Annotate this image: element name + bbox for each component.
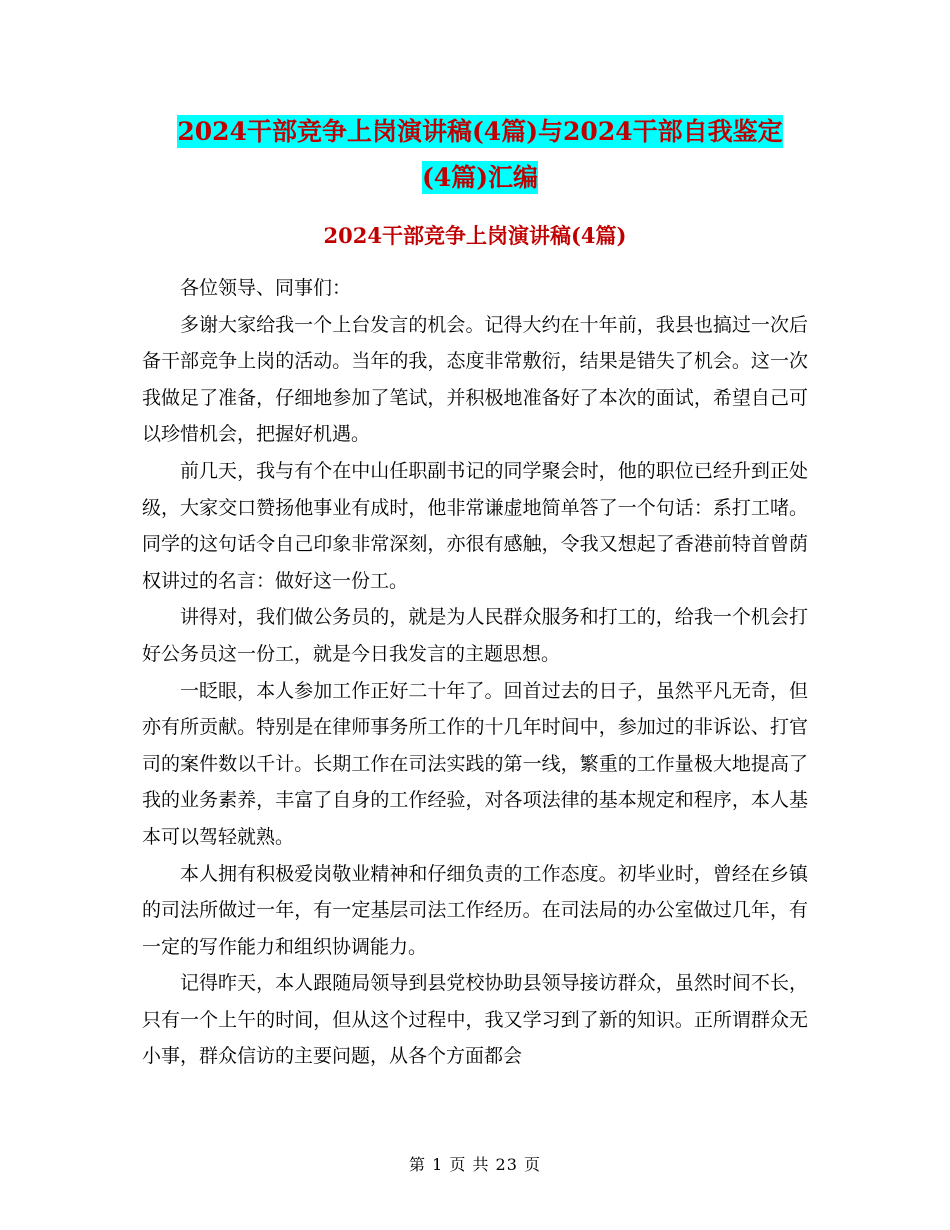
document-body: [142, 270, 808, 1075]
paragraph: 讲得对，我们做公务员的，就是为人民群众服务和打工的，给我一个机会打好公务员这一份工，就是今日我发言的主题思想。: [142, 606, 808, 665]
page-footer: 第 1 页 共 23 页: [409, 1155, 541, 1174]
paragraph: 一眨眼，本人参加工作正好二十年了。回首过去的日子，虽然平凡无奇，但亦有所贡献。特别是在律师事务所工作的十几年时间中，参加过的非诉讼、打官司的案件数以千计。长期工作在司法实践的第一线，繁重的工作量极大地提高了我的业务素养，丰富了自身的工作经验，对各项法律的基本规定和程序，本人基本可以驾轻就熟。: [142, 679, 808, 848]
title-highlight: (4篇)汇编: [421, 163, 539, 192]
title-highlight: 2024干部竞争上岗演讲稿(4篇)与2024干部自我鉴定: [177, 117, 783, 146]
salutation: 各位领导、同事们：: [180, 277, 352, 299]
document-title-line-1: [150, 112, 810, 148]
paragraph: 前几天，我与有个在中山任职副书记的同学聚会时，他的职位已经升到正处级，大家交口赞扬他事业有成时，他非常谦虚地简单答了一个句话：系打工啫。同学的这句话令自己印象非常深刻，亦很有感触，令我又想起了香港前特首曾荫权讲过的名言：做好这一份工。: [142, 459, 808, 592]
section-title: 2024干部竞争上岗演讲稿(4篇): [323, 223, 627, 248]
paragraph: 多谢大家给我一个上台发言的机会。记得大约在十年前，我县也搞过一次后备干部竞争上岗的活动。当年的我，态度非常敷衍，结果是错失了机会。这一次我做足了准备，仔细地参加了笔试，并积极地准备好了本次的面试，希望自己可以珍惜机会，把握好机遇。: [142, 313, 808, 446]
document-title-line-2: [150, 158, 810, 194]
paragraph: 本人拥有积极爱岗敬业精神和仔细负责的工作态度。初毕业时，曾经在乡镇的司法所做过一年，有一定基层司法工作经历。在司法局的办公室做过几年，有一定的写作能力和组织协调能力。: [142, 862, 808, 958]
paragraph: 记得昨天，本人跟随局领导到县党校协助县领导接访群众，虽然时间不长，只有一个上午的时间，但从这个过程中，我又学习到了新的知识。正所谓群众无小事，群众信访的主要问题，从各个方面都会: [142, 972, 808, 1068]
